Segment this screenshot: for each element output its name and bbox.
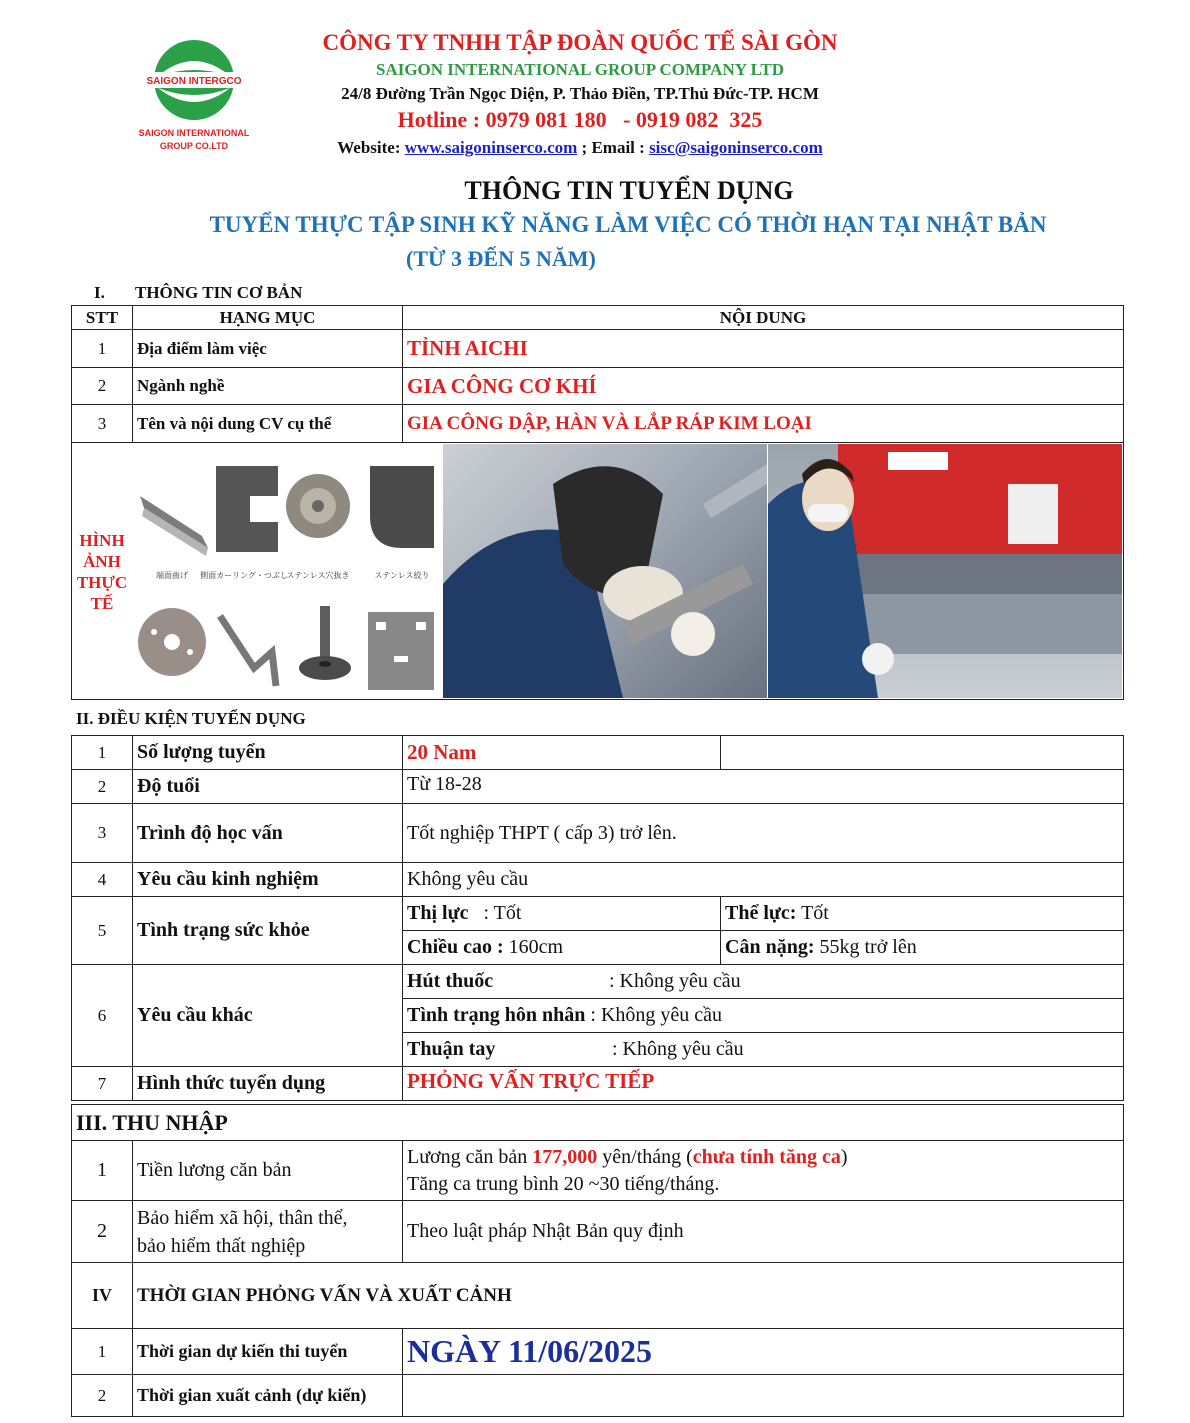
- insurance-item: [133, 1201, 403, 1263]
- row-value: Từ 18-28: [403, 770, 1124, 804]
- weight-cell: [721, 931, 1124, 965]
- row-stt: 1: [72, 736, 133, 770]
- metal-parts-image: [132, 456, 440, 696]
- income-table: [71, 1104, 1124, 1417]
- smoke-label: Hút thuốc: [407, 970, 494, 992]
- height-label: Chiều cao :: [407, 936, 504, 958]
- part-bracket: [216, 466, 280, 552]
- part-bent-rail: [140, 496, 208, 556]
- photo-label-line: HÌNH: [79, 531, 125, 550]
- part-caption: ステンレス穴抜き: [286, 571, 350, 580]
- departure-date: [403, 1375, 1124, 1417]
- row-item: Ngành nghề: [133, 368, 403, 405]
- table-row: [72, 804, 1124, 863]
- row-value: 20 Nam: [403, 736, 721, 770]
- row-item: Thời gian dự kiến thi tuyển: [133, 1329, 403, 1375]
- photo-label-line: THỰC: [76, 573, 128, 592]
- section2-title: II. ĐIỀU KIỆN TUYỂN DỤNG: [76, 709, 306, 728]
- part-shaft: [299, 606, 351, 680]
- part-bent-strip: [220, 616, 276, 686]
- hand-cell: [403, 1033, 1124, 1067]
- interview-date: NGÀY 11/06/2025: [403, 1329, 1124, 1375]
- welding-photo: [443, 444, 767, 698]
- header-stt: STT: [72, 306, 133, 330]
- salary-value: [403, 1141, 1124, 1201]
- row-item: Độ tuổi: [133, 770, 403, 804]
- row-item: Tên và nội dung CV cụ thể: [133, 405, 403, 443]
- website-label: Website:: [337, 138, 401, 157]
- fitness-cell: [721, 897, 1124, 931]
- conditions-table: [71, 735, 1124, 1101]
- row-item: Yêu cầu kinh nghiệm: [133, 863, 403, 897]
- section3-title: III. THU NHẬP: [72, 1105, 1124, 1141]
- vision-cell: [403, 897, 721, 931]
- press-brake-photo: [768, 444, 1122, 698]
- section4-title: THỜI GIAN PHỎNG VẤN VÀ XUẤT CẢNH: [133, 1263, 1124, 1329]
- weight-value: 55kg trở lên: [814, 936, 917, 958]
- table-row: [72, 897, 1124, 931]
- page-title: THÔNG TIN TUYỂN DỤNG: [464, 176, 794, 205]
- row-item: Tiền lương căn bản: [133, 1141, 403, 1201]
- table-row: [72, 863, 1124, 897]
- part-caption: 側面カーリング・つぶし: [200, 571, 288, 580]
- section1-number: I.: [94, 283, 105, 302]
- salary-unit: yên/tháng (: [597, 1145, 693, 1168]
- vision-label: Thị lực: [407, 902, 469, 924]
- table-row: [72, 736, 1124, 770]
- part-caption: 端面曲げ: [156, 571, 188, 580]
- marital-value: : Không yêu cầu: [585, 1004, 723, 1026]
- part-drawn-cup: [370, 466, 434, 548]
- marital-cell: [403, 999, 1124, 1033]
- photo-label-line: TẾ: [90, 594, 114, 613]
- table-row: [72, 405, 1124, 443]
- row-value: TỈNH AICHI: [403, 330, 1124, 368]
- company-address: 24/8 Đường Trần Ngọc Diện, P. Thảo Điền, TP.Thủ Đức-TP. HCM: [341, 84, 819, 103]
- row-stt: 2: [72, 770, 133, 804]
- row-value: PHỎNG VẤN TRỰC TIẾP: [403, 1067, 1124, 1101]
- company-name-en: SAIGON INTERNATIONAL GROUP COMPANY LTD: [375, 60, 785, 79]
- header-item: HẠNG MỤC: [133, 306, 403, 330]
- row-stt: 4: [72, 863, 133, 897]
- part-strainer: [286, 474, 350, 538]
- row-item: Tình trạng sức khỏe: [133, 897, 403, 965]
- insurance-item-line: bảo hiểm thất nghiệp: [137, 1234, 306, 1257]
- salary-text: Lương căn bản: [407, 1145, 533, 1168]
- insurance-item-line: Bảo hiểm xã hội, thân thể,: [137, 1206, 348, 1229]
- company-logo: [128, 36, 260, 156]
- fitness-value: Tốt: [796, 902, 829, 924]
- row-stt: 6: [72, 965, 133, 1067]
- row-item: Hình thức tuyển dụng: [133, 1067, 403, 1101]
- part-disc: [138, 608, 206, 676]
- smoke-cell: [403, 965, 1124, 999]
- row-stt: 1: [72, 1141, 133, 1201]
- photo-label-line: ẢNH: [83, 552, 121, 571]
- salary-note: chưa tính tăng ca: [692, 1145, 841, 1168]
- table-row: [72, 368, 1124, 405]
- photo-label: [76, 530, 128, 614]
- fitness-label: Thể lực:: [725, 902, 797, 924]
- row-stt: 7: [72, 1067, 133, 1101]
- row-value: Tốt nghiệp THPT ( cấp 3) trở lên.: [403, 804, 1124, 863]
- logo-text-bottom1: SAIGON INTERNATIONAL: [138, 128, 250, 138]
- section4-header: [72, 1263, 1124, 1329]
- row-item: Trình độ học vấn: [133, 804, 403, 863]
- hand-value: : Không yêu cầu: [612, 1038, 744, 1060]
- row-item: Số lượng tuyển: [133, 736, 403, 770]
- page-subtitle-duration: (TỪ 3 ĐẾN 5 NĂM): [406, 246, 596, 271]
- row-stt: 3: [72, 405, 133, 443]
- row-stt: 5: [72, 897, 133, 965]
- table-row: [72, 1201, 1124, 1263]
- row-item: Thời gian xuất cảnh (dự kiến): [133, 1375, 403, 1417]
- table-row: [72, 1141, 1124, 1201]
- section4-number: IV: [72, 1263, 133, 1329]
- row-item: Yêu cầu khác: [133, 965, 403, 1067]
- table-row: [72, 965, 1124, 999]
- row-empty-cell: [721, 736, 1124, 770]
- table-row: [72, 1329, 1124, 1375]
- row-stt: 2: [72, 368, 133, 405]
- salary-line1: [407, 1144, 1119, 1171]
- part-panel: [368, 612, 434, 690]
- salary-amount: 177,000: [532, 1145, 598, 1168]
- logo-text-bottom2: GROUP CO.LTD: [159, 141, 229, 151]
- table-row: [72, 1375, 1124, 1417]
- smoke-value: : Không yêu cầu: [609, 970, 741, 992]
- row-stt: 3: [72, 804, 133, 863]
- part-caption: ステンレス絞り: [374, 571, 430, 580]
- row-value: GIA CÔNG CƠ KHÍ: [403, 368, 1124, 405]
- section1-title: THÔNG TIN CƠ BẢN: [135, 283, 303, 302]
- website-link[interactable]: www.saigoninserco.com: [404, 138, 578, 157]
- insurance-value: Theo luật pháp Nhật Bản quy định: [403, 1201, 1124, 1263]
- row-value: GIA CÔNG DẬP, HÀN VÀ LẮP RÁP KIM LOẠI: [403, 405, 1124, 443]
- page-subtitle: TUYỂN THỰC TẬP SINH KỸ NĂNG LÀM VIỆC CÓ THỜI HẠN TẠI NHẬT BẢN: [209, 212, 1047, 237]
- table-row: [72, 1067, 1124, 1101]
- height-cell: [403, 931, 721, 965]
- table-row: [72, 770, 1124, 804]
- row-stt: 2: [72, 1201, 133, 1263]
- row-stt: 1: [72, 1329, 133, 1375]
- table-row: [72, 330, 1124, 368]
- row-value: Không yêu cầu: [403, 863, 1124, 897]
- logo-text-top: SAIGON INTERGCO: [146, 76, 242, 87]
- vision-value: : Tốt: [468, 902, 522, 924]
- salary-line2: Tăng ca trung bình 20 ~30 tiếng/tháng.: [407, 1172, 720, 1195]
- row-stt: 2: [72, 1375, 133, 1417]
- separator: ;: [581, 138, 588, 157]
- marital-label: Tình trạng hôn nhân: [407, 1004, 586, 1026]
- weight-label: Cân nặng:: [725, 936, 815, 958]
- hand-label: Thuận tay: [407, 1038, 496, 1060]
- company-hotline: Hotline : 0979 081 180 - 0919 082 325: [397, 107, 763, 132]
- company-name-vi: CÔNG TY TNHH TẬP ĐOÀN QUỐC TẾ SÀI GÒN: [322, 30, 838, 55]
- header-content: NỘI DUNG: [403, 306, 1124, 330]
- salary-paren: ): [840, 1145, 848, 1168]
- email-label: Email :: [591, 138, 645, 157]
- row-item: Địa điểm làm việc: [133, 330, 403, 368]
- company-contacts: [260, 138, 900, 158]
- height-value: 160cm: [503, 936, 564, 958]
- email-link[interactable]: sisc@saigoninserco.com: [649, 138, 823, 157]
- row-stt: 1: [72, 330, 133, 368]
- basic-info-table: [71, 305, 1124, 443]
